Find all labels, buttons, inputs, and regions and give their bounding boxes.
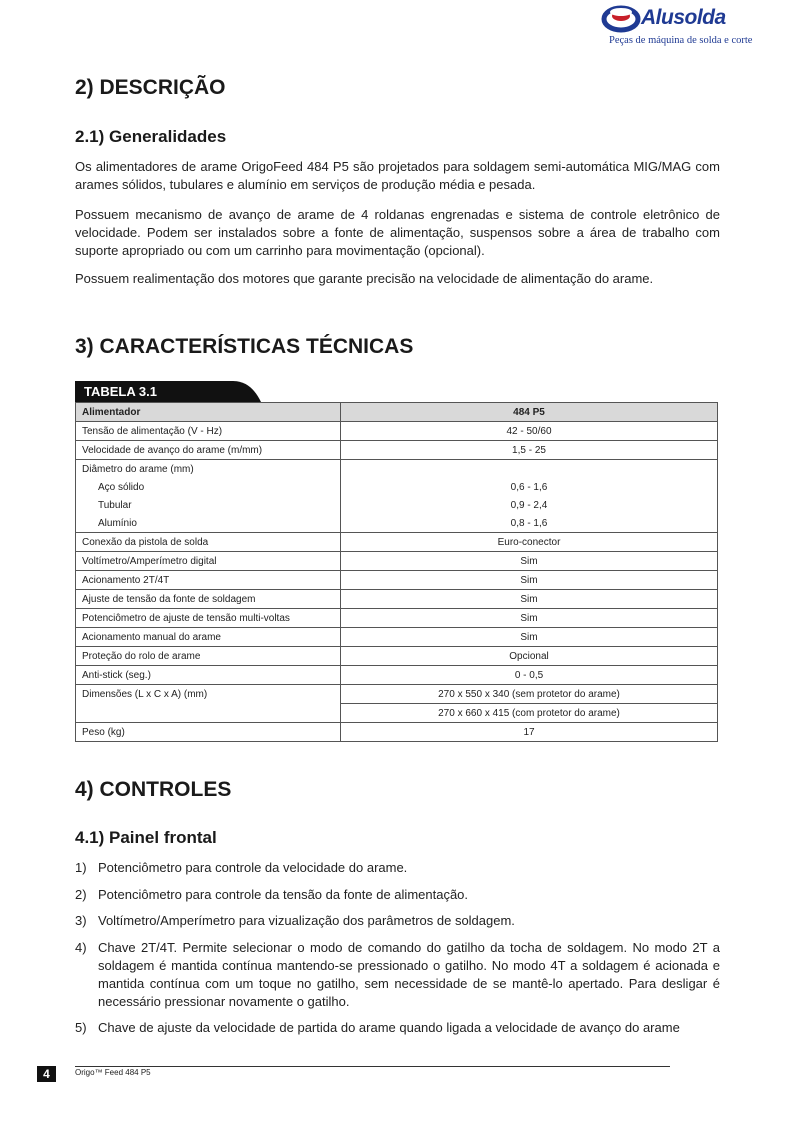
brand-logo bbox=[601, 2, 753, 52]
logo-tagline: Peças de máquina de solda e corte bbox=[609, 35, 753, 46]
table-row bbox=[76, 723, 718, 742]
table-row bbox=[76, 533, 718, 552]
list-item bbox=[75, 939, 720, 1011]
row-value: Sim bbox=[341, 552, 718, 571]
row-label: Acionamento manual do arame bbox=[76, 628, 341, 647]
table-row bbox=[76, 666, 718, 685]
list-item bbox=[75, 859, 720, 877]
specs-table bbox=[75, 402, 718, 742]
table-label: TABELA 3.1 bbox=[84, 384, 157, 399]
row-label: Aço sólido bbox=[76, 478, 341, 496]
row-label bbox=[76, 704, 341, 723]
row-label: Peso (kg) bbox=[76, 723, 341, 742]
row-value: Sim bbox=[341, 609, 718, 628]
row-label: Ajuste de tensão da fonte de soldagem bbox=[76, 590, 341, 609]
list-item-text: Chave 2T/4T. Permite selecionar o modo de comando do gatilho da tocha de soldagem. No modo 2T a soldagem é mantida contínua mantendo-se pressionado o gatilho. No modo 4T a soldagem é acionada e mantida contínua com um toque no gatilho, sem necessidade de se mantê-lo apertado. Para desligar é necessário pressionar novamente o gatilho. bbox=[98, 939, 720, 1009]
footer-divider bbox=[75, 1066, 670, 1067]
table-row bbox=[76, 609, 718, 628]
row-value: 1,5 - 25 bbox=[341, 441, 718, 460]
row-label: Proteção do rolo de arame bbox=[76, 647, 341, 666]
table-row bbox=[76, 571, 718, 590]
list-item-text: Voltímetro/Amperímetro para vizualização dos parâmetros de soldagem. bbox=[98, 913, 515, 928]
row-label: Conexão da pistola de solda bbox=[76, 533, 341, 552]
table-row bbox=[76, 685, 718, 704]
list-item-text: Chave de ajuste da velocidade de partida do arame quando ligada a velocidade de avanço do arame bbox=[98, 1020, 680, 1035]
list-item bbox=[75, 1019, 720, 1037]
section-controls-title: 4) CONTROLES bbox=[75, 778, 232, 801]
list-item-text: Potenciômetro para controle da velocidade do arame. bbox=[98, 860, 408, 875]
row-label: Voltímetro/Amperímetro digital bbox=[76, 552, 341, 571]
alusolda-logo-icon bbox=[601, 4, 641, 34]
footer-text: Origo™ Feed 484 P5 bbox=[75, 1068, 151, 1077]
table-label-tab bbox=[75, 381, 263, 402]
table-row bbox=[76, 478, 718, 496]
row-label: Alumínio bbox=[76, 514, 341, 533]
table-row bbox=[76, 647, 718, 666]
list-item-number: 2) bbox=[75, 886, 87, 902]
list-item-number: 1) bbox=[75, 860, 87, 875]
header-cell: Alimentador bbox=[76, 403, 341, 422]
row-value: Euro-conector bbox=[341, 533, 718, 552]
page-number: 4 bbox=[37, 1066, 56, 1082]
section-specs-title: 3) CARACTERÍSTICAS TÉCNICAS bbox=[75, 335, 414, 358]
subsection-front-panel-title: 4.1) Painel frontal bbox=[75, 828, 217, 847]
list-item bbox=[75, 886, 720, 904]
row-value: 270 x 660 x 415 (com protetor do arame) bbox=[341, 704, 718, 723]
list-item-number: 3) bbox=[75, 913, 87, 928]
row-value: 270 x 550 x 340 (sem protetor do arame) bbox=[341, 685, 718, 704]
list-item bbox=[75, 912, 720, 930]
row-value: 17 bbox=[341, 723, 718, 742]
table-row bbox=[76, 552, 718, 571]
row-value: Sim bbox=[341, 590, 718, 609]
row-value: 0,6 - 1,6 bbox=[341, 478, 718, 496]
list-item-number: 5) bbox=[75, 1020, 87, 1035]
row-label: Acionamento 2T/4T bbox=[76, 571, 341, 590]
list-item-text: Potenciômetro para controle da tensão da fonte de alimentação. bbox=[98, 886, 469, 902]
paragraph: Os alimentadores de arame OrigoFeed 484 P5 são projetados para soldagem semi-automática MIG/MAG com arames sólidos, tubulares e alumínio em serviços de produção média e pesada. bbox=[75, 159, 720, 192]
row-value: Sim bbox=[341, 571, 718, 590]
table-row bbox=[76, 441, 718, 460]
row-label: Velocidade de avanço do arame (m/mm) bbox=[76, 441, 341, 460]
table-row bbox=[76, 590, 718, 609]
subsection-generalities-title: 2.1) Generalidades bbox=[75, 127, 227, 146]
paragraph: Possuem mecanismo de avanço de arame de 4 roldanas engrenadas e sistema de controle eletrônico de velocidade. Podem ser instalados sobre a fonte de alimentação, suspensos sobre a área de trabalho com suporte apropriado ou com um carrinho para movimentação (opcional). bbox=[75, 207, 720, 258]
row-value: Opcional bbox=[341, 647, 718, 666]
row-value bbox=[341, 460, 718, 479]
table-header-row bbox=[76, 403, 718, 422]
row-label: Tensão de alimentação (V - Hz) bbox=[76, 422, 341, 441]
table-row bbox=[76, 514, 718, 533]
front-panel-list bbox=[75, 859, 720, 1046]
row-value: Sim bbox=[341, 628, 718, 647]
row-value: 0,9 - 2,4 bbox=[341, 496, 718, 514]
table-row bbox=[76, 496, 718, 514]
row-value: 0,8 - 1,6 bbox=[341, 514, 718, 533]
table-row bbox=[76, 422, 718, 441]
row-label: Tubular bbox=[76, 496, 341, 514]
row-label: Dimensões (L x C x A) (mm) bbox=[76, 685, 341, 704]
row-value: 42 - 50/60 bbox=[341, 422, 718, 441]
logo-name: Alusolda bbox=[641, 6, 726, 29]
header-cell: 484 P5 bbox=[341, 403, 718, 422]
row-label: Diâmetro do arame (mm) bbox=[76, 460, 341, 479]
table-row bbox=[76, 704, 718, 723]
row-label: Anti-stick (seg.) bbox=[76, 666, 341, 685]
row-value: 0 - 0,5 bbox=[341, 666, 718, 685]
table-row bbox=[76, 460, 718, 479]
row-label: Potenciômetro de ajuste de tensão multi-voltas bbox=[76, 609, 341, 628]
section-description-title: 2) DESCRIÇÃO bbox=[75, 76, 226, 99]
paragraph: Possuem realimentação dos motores que garante precisão na velocidade de alimentação do arame. bbox=[75, 271, 654, 286]
table-row bbox=[76, 628, 718, 647]
list-item-number: 4) bbox=[75, 939, 87, 955]
